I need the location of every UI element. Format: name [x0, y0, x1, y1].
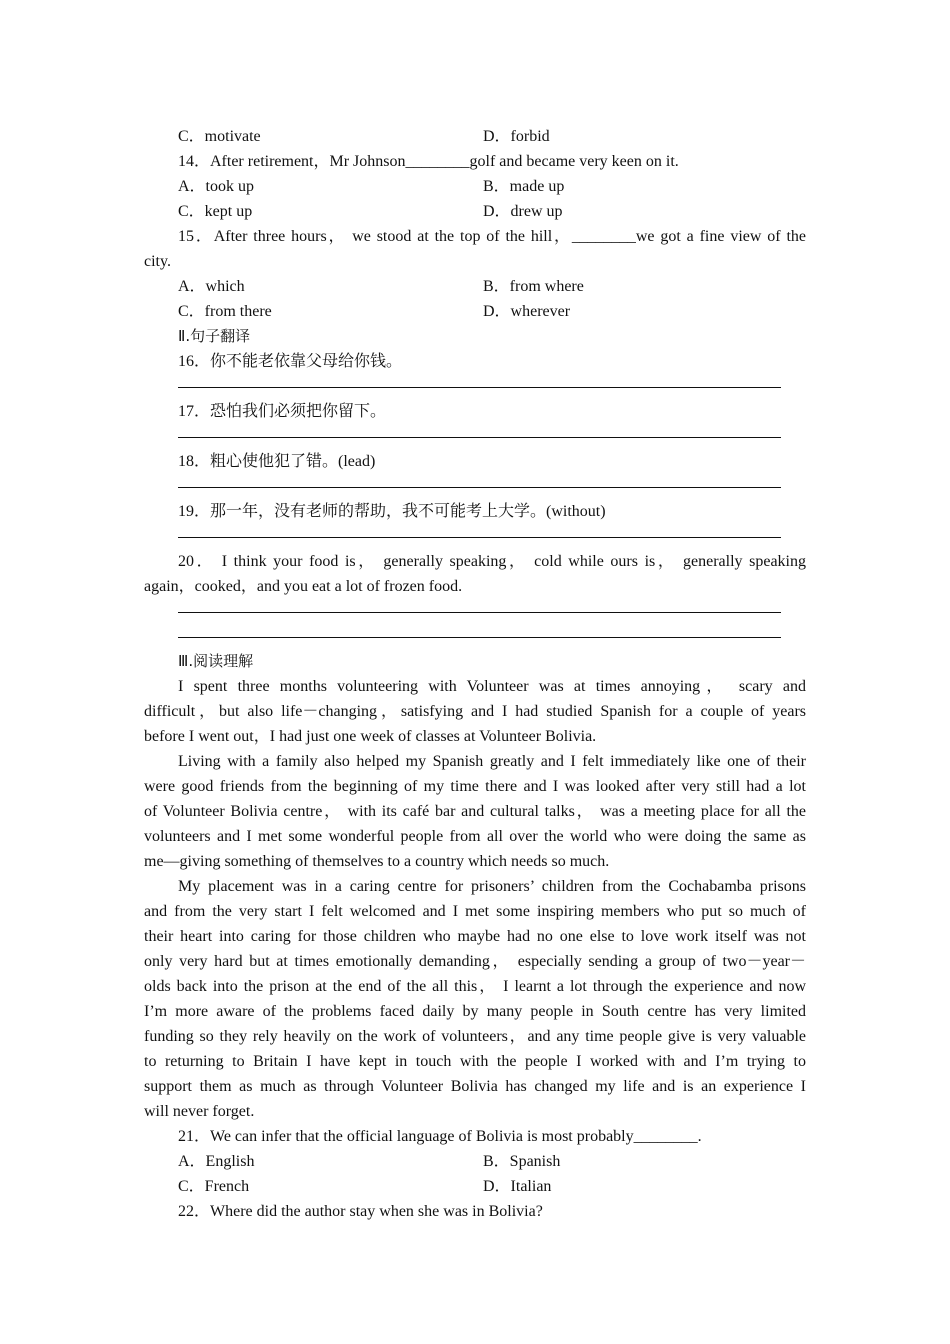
- option-b: B．from where: [483, 278, 584, 295]
- passage-line: to returning to Britain I have kept in touch with the people I worked with and I’m trying to: [144, 1053, 806, 1070]
- question-15-stem-cont: city.: [144, 253, 171, 270]
- passage-line: will never forget.: [144, 1103, 255, 1120]
- passage-line: their heart into caring for those children who maybe had no one else to love work itself was not: [144, 928, 806, 945]
- passage-line: difficult，but also life－changing，satisfying and I had studied Spanish for a couple of years: [144, 703, 806, 720]
- section-3-heading: Ⅲ.阅读理解: [178, 652, 254, 670]
- exam-page: [144, 124, 806, 1224]
- passage-line: were good friends from the beginning of my time there and I was looked after very still had a lot: [144, 778, 806, 795]
- question-14-stem: 14．After retirement，Mr Johnson________golf and became very keen on it.: [178, 153, 679, 170]
- option-d: D．wherever: [483, 303, 571, 320]
- option-row: [144, 1174, 806, 1199]
- passage-line: before I went out，I had just one week of classes at Volunteer Bolivia.: [144, 728, 597, 745]
- option-d: D．forbid: [483, 128, 550, 145]
- option-c: C．motivate: [178, 128, 261, 145]
- option-d: D．drew up: [483, 203, 563, 220]
- option-b: B．Spanish: [483, 1153, 561, 1170]
- passage-line: Living with a family also helped my Spanish greatly and I felt immediately like one of their: [178, 753, 806, 770]
- option-a: A．took up: [178, 178, 255, 195]
- option-a: A．which: [178, 278, 245, 295]
- option-row: [144, 1149, 806, 1174]
- option-c: C．from there: [178, 303, 272, 320]
- answer-line[interactable]: [144, 524, 806, 549]
- passage-line: support them as much as through Volunteer Bolivia has changed my life and is an experience I: [144, 1078, 806, 1095]
- option-row: [144, 199, 806, 224]
- passage-line: only very hard but at times emotionally demanding， especially sending a group of two－year－: [144, 953, 807, 970]
- translation-item-20-cont: again，cooked，and you eat a lot of frozen food.: [144, 578, 463, 595]
- translation-item-20: 20． I think your food is， generally speaking， cold while ours is， generally speaking: [178, 553, 806, 570]
- option-d: D．Italian: [483, 1178, 552, 1195]
- option-a: A．English: [178, 1153, 255, 1170]
- passage-line: and from the very start I felt welcomed and I met some inspiring members who put so much of: [144, 903, 806, 920]
- translation-item-16: 16．你不能老依靠父母给你钱。: [178, 353, 403, 370]
- passage-line: I spent three months volunteering with Volunteer was at times annoying， scary and: [178, 678, 806, 695]
- passage-line: My placement was in a caring centre for prisoners’ children from the Cochabamba prisons: [178, 878, 806, 895]
- question-22-stem: 22．Where did the author stay when she was in Bolivia?: [178, 1203, 543, 1220]
- translation-item-19: 19．那一年，没有老师的帮助，我不可能考上大学。(without): [178, 503, 606, 520]
- passage-line: of Volunteer Bolivia centre， with its café bar and cultural talks， was a meeting place for all the: [144, 803, 806, 820]
- answer-line[interactable]: [144, 599, 806, 624]
- passage-line: olds back into the prison at the end of the all this， I learnt a lot through the experience and now: [144, 978, 806, 995]
- question-15-stem: 15．After three hours， we stood at the top of the hill，________we got a fine view of the: [178, 228, 806, 245]
- option-c: C．kept up: [178, 203, 253, 220]
- option-row: [144, 124, 806, 149]
- answer-line[interactable]: [144, 424, 806, 449]
- answer-line[interactable]: [144, 624, 806, 649]
- translation-item-17: 17．恐怕我们必须把你留下。: [178, 403, 387, 420]
- question-21-stem: 21．We can infer that the official language of Bolivia is most probably________.: [178, 1128, 702, 1145]
- option-c: C．French: [178, 1178, 250, 1195]
- answer-line[interactable]: [144, 374, 806, 399]
- option-b: B．made up: [483, 178, 565, 195]
- translation-item-18: 18．粗心使他犯了错。(lead): [178, 453, 376, 470]
- option-row: [144, 299, 806, 324]
- option-row: [144, 274, 806, 299]
- section-2-heading: Ⅱ.句子翻译: [178, 327, 251, 345]
- passage-line: me—giving something of themselves to a country which needs so much.: [144, 853, 610, 870]
- answer-line[interactable]: [144, 474, 806, 499]
- passage-line: funding so they rely heavily on the work of volunteers，and any time people give is very valuable: [144, 1028, 806, 1045]
- passage-line: I’m more aware of the problems faced daily by many people in South centre has very limited: [144, 1003, 806, 1020]
- option-row: [144, 174, 806, 199]
- passage-line: volunteers and I met some wonderful people from all over the world who were doing the same as: [144, 828, 806, 845]
